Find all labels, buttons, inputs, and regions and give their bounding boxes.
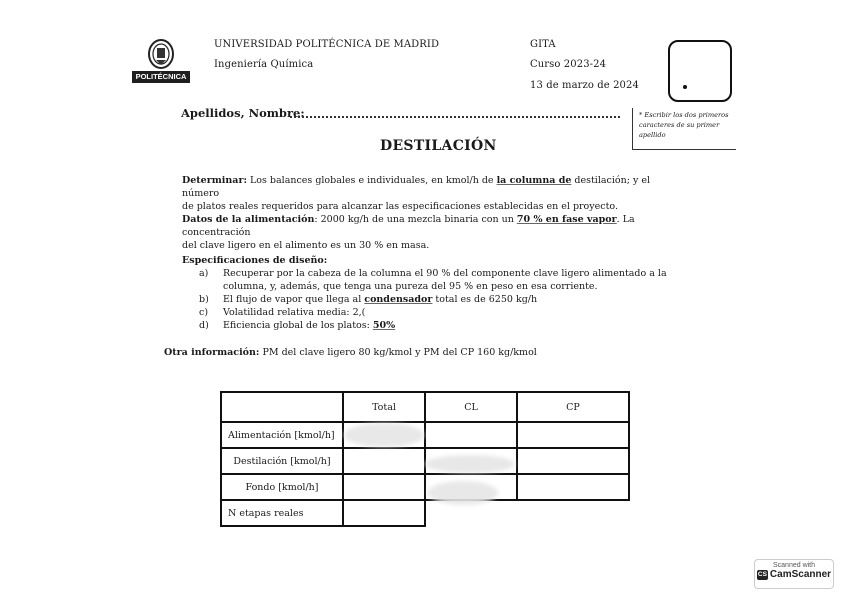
erased-mark: [344, 423, 424, 447]
table-row: [221, 500, 629, 526]
code-box-mark: [683, 85, 687, 89]
table-header-cell: [221, 392, 343, 422]
university-logo: POLITÉCNICA: [132, 71, 190, 83]
name-note-line: * Escribir los dos primeros: [639, 111, 729, 119]
highlight: la columna de: [496, 175, 572, 186]
table-header-row: [221, 392, 629, 422]
table-row: [221, 474, 629, 500]
table-cell[interactable]: [517, 448, 629, 474]
determinar-label: Determinar:: [182, 175, 247, 186]
table-cell[interactable]: [517, 422, 629, 448]
table-cell[interactable]: [343, 474, 425, 500]
row-label: Alimentación [kmol/h]: [221, 422, 343, 448]
feed-label: Datos de la alimentación: [182, 214, 315, 225]
table-cell[interactable]: [517, 474, 629, 500]
list-item: d) Eficiencia global de los platos: 50%: [199, 320, 396, 331]
table-cell[interactable]: [343, 448, 425, 474]
exam-date: 13 de marzo de 2024: [530, 80, 639, 91]
table-cell[interactable]: [343, 500, 425, 526]
specs-section: [182, 254, 703, 332]
code-box: [668, 40, 732, 102]
list-item: a) Recuperar por la cabeza de la columna el 90 % del componente clave ligero alimentado a la columna, y, además, que tenga una pureza del 95 % en peso en esa corriente.: [199, 268, 667, 292]
camscanner-icon: CS: [757, 571, 767, 578]
university-seal-icon: [147, 38, 175, 70]
page-title: DESTILACIÓN: [380, 138, 497, 154]
highlight: 70 % en fase vapor: [516, 214, 617, 225]
determinar-paragraph: Determinar: Los balances globales e individuales, en kmol/h de la columna de destilación; y el número de platos reales requeridos para alcanzar las especificaciones establecidas en el proyecto.: [182, 175, 651, 212]
row-label: Destilación [kmol/h]: [221, 448, 343, 474]
name-note: [632, 108, 736, 150]
other-info-label: Otra información:: [164, 347, 260, 358]
erased-mark: [425, 455, 515, 473]
table-empty: [517, 500, 629, 526]
table-cell[interactable]: [425, 422, 517, 448]
erased-mark: [428, 481, 498, 505]
list-item: c) Volatilidad relativa media: 2,(: [199, 307, 366, 318]
name-note-line: apellido: [639, 131, 666, 139]
feed-paragraph: Datos de la alimentación: 2000 kg/h de una mezcla binaria con un 70 % en fase vapor. La concentración del clave ligero en el alimento es un 30 % en masa.: [182, 214, 635, 251]
name-label: Apellidos, Nombre:: [181, 106, 305, 120]
results-table: [220, 391, 630, 527]
department-name: Ingeniería Química: [214, 59, 314, 70]
highlight: condensador: [364, 294, 433, 305]
table-row: [221, 448, 629, 474]
name-field[interactable]: [290, 116, 620, 118]
row-label: Fondo [kmol/h]: [221, 474, 343, 500]
table-header-cell: Total: [343, 392, 425, 422]
list-item: b) El flujo de vapor que llega al condensador total es de 6250 kg/h: [199, 294, 538, 305]
table-header-cell: CL: [425, 392, 517, 422]
row-label: N etapas reales: [221, 500, 343, 526]
highlight: 50%: [372, 320, 396, 331]
specs-label: Especificaciones de diseño:: [182, 255, 328, 266]
scanner-watermark: Scanned with CS CamScanner: [754, 559, 834, 589]
table-row: [221, 422, 629, 448]
other-info: Otra información: PM del clave ligero 80 kg/kmol y PM del CP 160 kg/kmol: [164, 347, 537, 358]
university-name: UNIVERSIDAD POLITÉCNICA DE MADRID: [214, 39, 440, 50]
table-header-cell: CP: [517, 392, 629, 422]
name-note-line: caracteres de su primer: [639, 121, 720, 129]
group-label: GITA: [530, 39, 556, 50]
course-label: Curso 2023-24: [530, 59, 607, 70]
